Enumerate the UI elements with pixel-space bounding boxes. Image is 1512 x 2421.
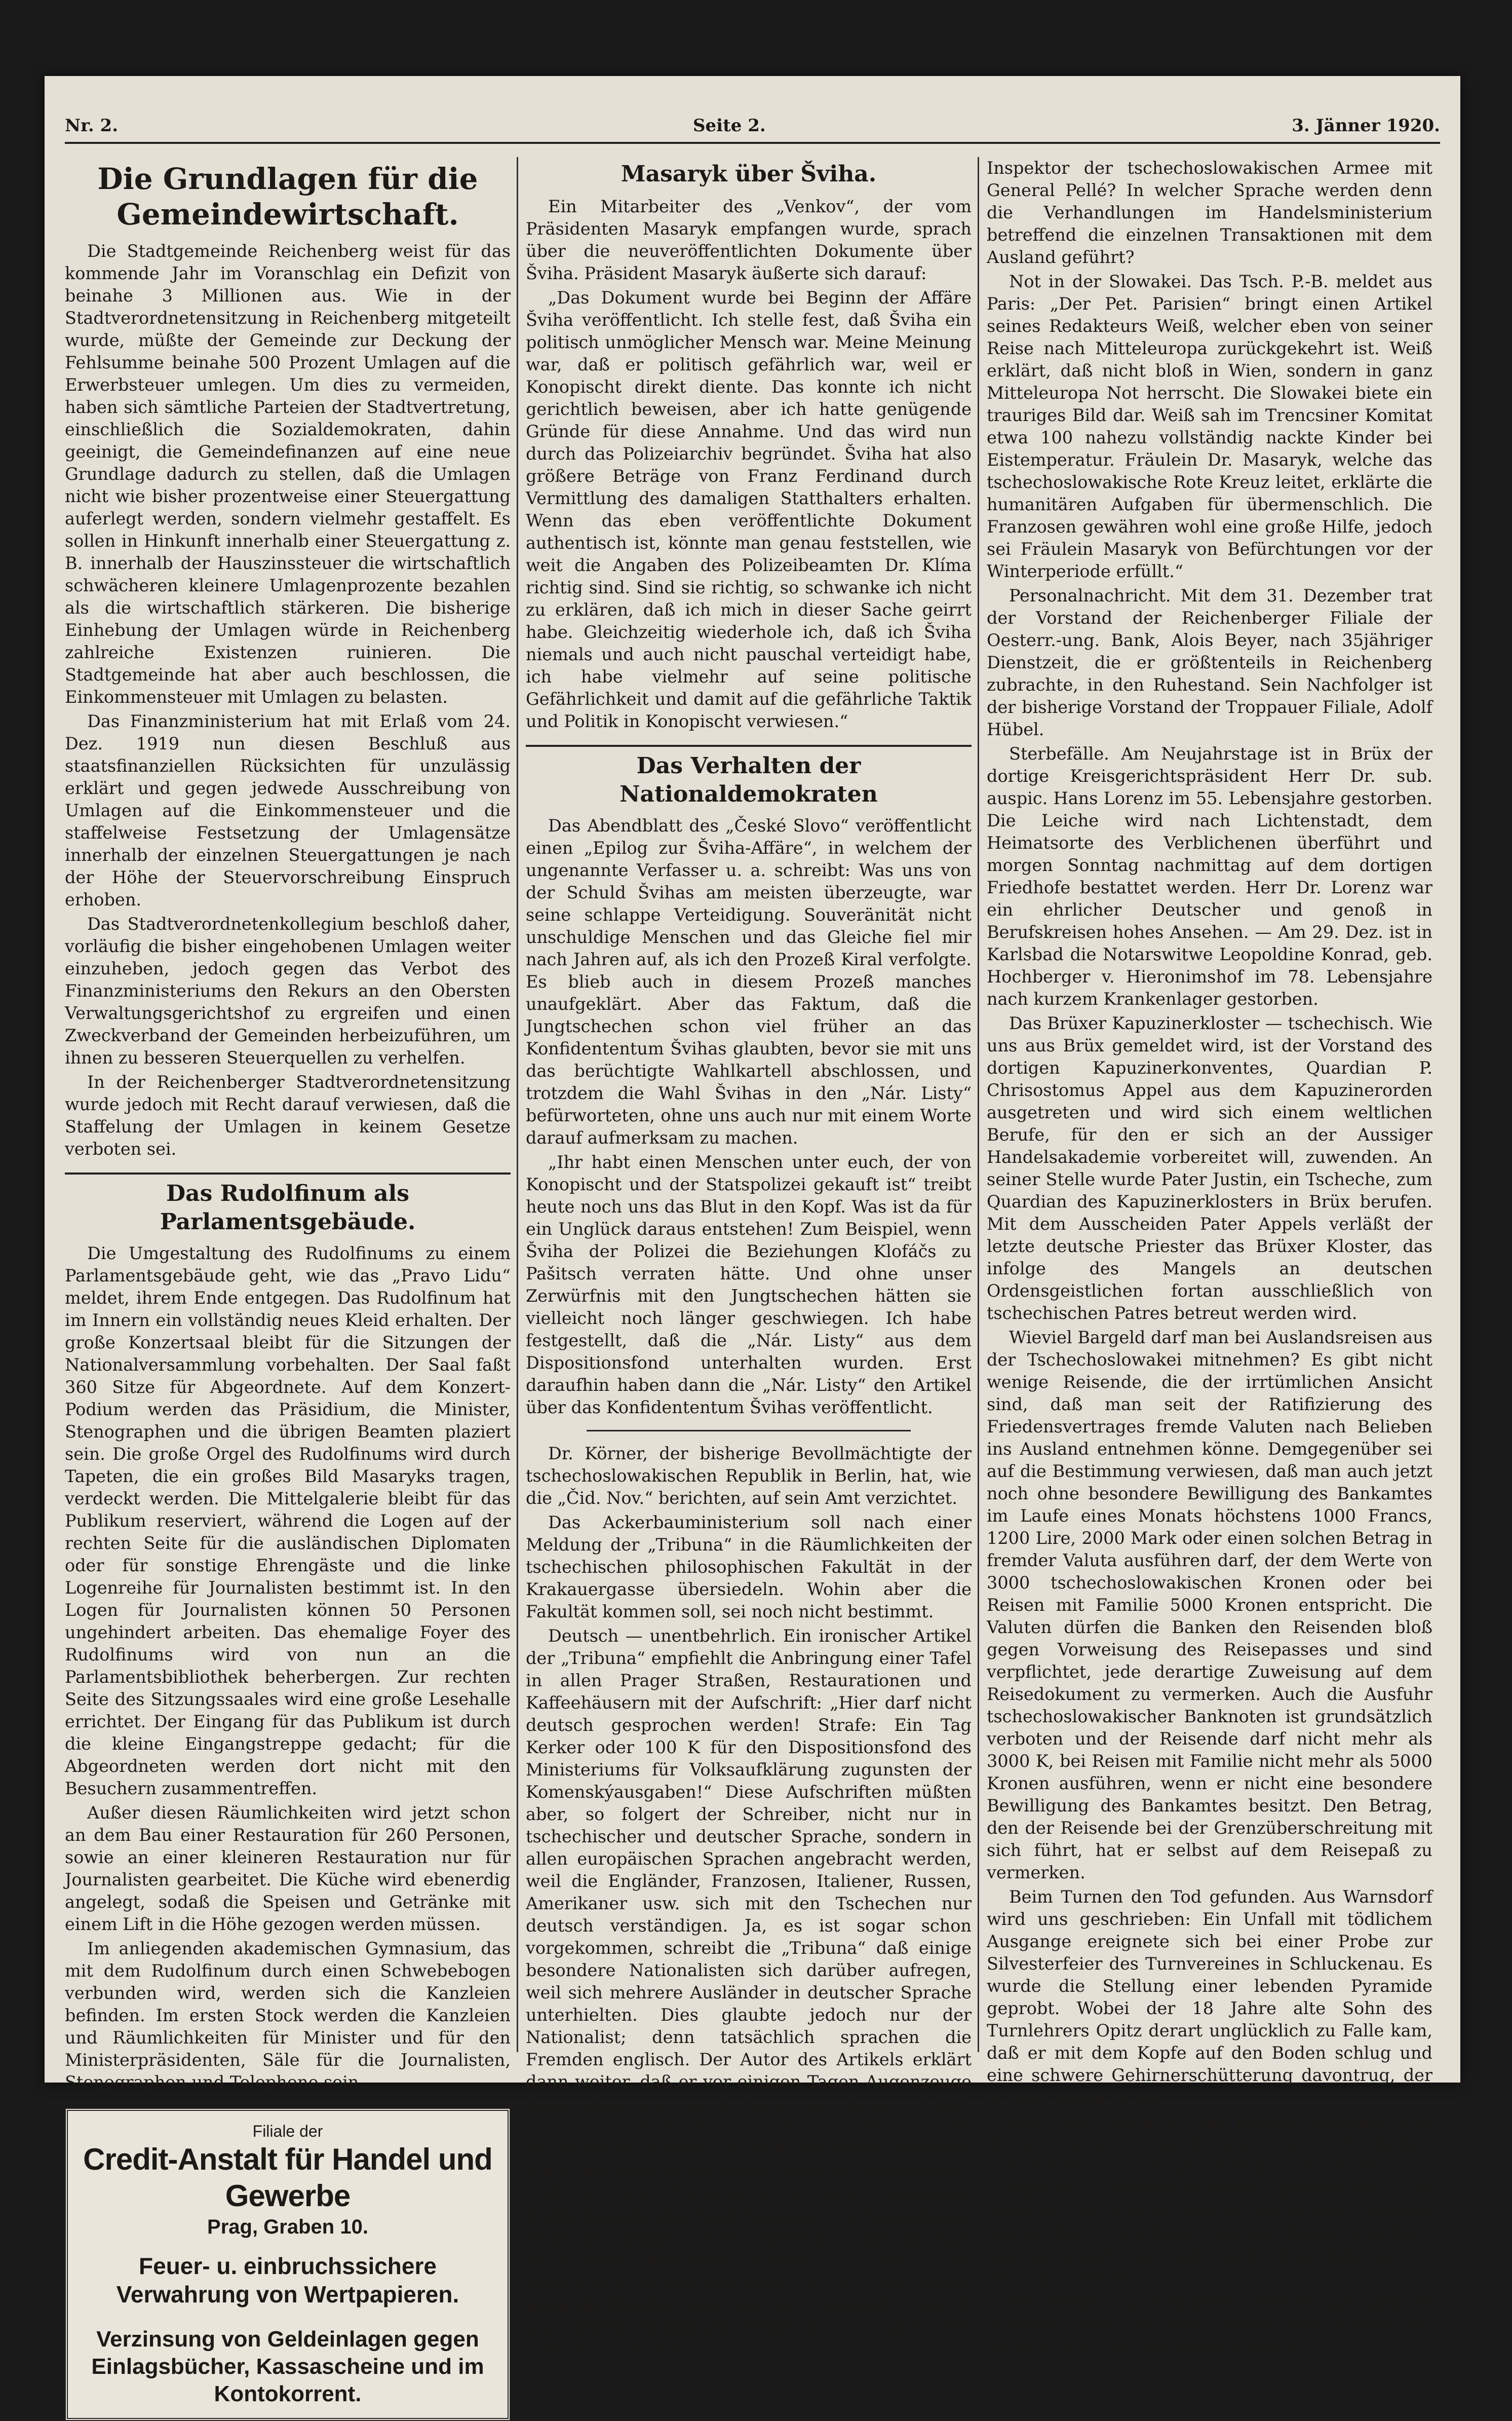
column-2 xyxy=(526,157,972,2359)
paragraph: Das Abendblatt des „České Slovo“ veröffentlicht einen „Epilog zur Šviha-Affäre“, in welchem der ungenannte Verfasser u. a. schreibt: Was uns von der Schuld Švihas am meisten überzeugte, war seine schlappe Verteidigung. Souveränität nicht unschuldige Menschen und das Gleiche fiel mir nach Jahren auf, als ich den Prozeß Kiral verfolgte. Es blieb auch in diesem Prozeß manches unaufgeklärt. Aber das Faktum, daß die Jungtschechen schon viel früher an das Konfidententum Švihas glaubten, bevor sie mit uns das berüchtigte Wahlkartell abschlossen, und trotzdem die Wahl Švihas in den „Nár. Listy“ befürworteten, ohne uns auch nur mit einem Worte darauf aufmerksam zu machen. xyxy=(526,816,972,1148)
paragraph: Das Ackerbauministerium soll nach einer Meldung der „Tribuna“ in die Räumlichkeiten der tschechischen philosophischen Fakultät in der Krakauergasse übersiedeln. Wohin aber die Fakultät kommen soll, sei noch nicht bestimmt. xyxy=(526,1512,972,1621)
ad-address: Prag, Graben 10. xyxy=(207,2216,368,2238)
page-header xyxy=(65,111,1440,144)
paragraph: Deutsch — unentbehrlich. Ein ironischer Artikel der „Tribuna“ empfiehlt die Anbringung einer Tafel in allen Prager Straßen, Restaurationen und Kaffeehäusern mit der Aufschrift: „Hier darf nicht deutsch gesprochen werden! Strafe: Ein Tag Kerker oder 100 K für den Dispositionsfond des Ministeriums für Volksaufklärung zugunsten der Komenskýausgaben!“ Diese Aufschriften müßten aber, so folgert der Schreiber, nicht nur in tschechischer und deutscher Sprache, sondern in allen europäischen Sprachen angebracht werden, weil die Engländer, Franzosen, Italiener, Russen, Amerikaner usw. sich mit den Tschechen nur deutsch verständigen. Ja, es ist sogar schon vorgekommen, schreibt die „Tribuna“ daß einige besondere Nationalisten sich darüber aufregen, weil sich mehrere Ausländer in deutscher Sprache unterhielten. Dies glaubte jedoch nur der Nationalist; denn tatsächlich sprachen die Fremden englisch. Der Autor des Artikels erklärt dann weiter, daß er vor einigen Tagen Augenzeuge einer Szene war, die er bisher nie glauben wollte. In einem Kaffeehause saßen mehrere rein tschechische Bürger, die sich mit einem Griechen über Geschäfte in deutscher Sprache unterhielten, weil sie weder französisch, englisch, italienisch, türkisch noch griechisch konnten. Am Nebentische regte sich sogleich eine Gesellschaft auf, die man auch nicht beruhigen konnte, als ihnen der tatsächliche Grund mitgeteilt wurde. Was glaubt denn die Bevölkerung, wie der Präsident Masaryk mit seinen deutschen Besuchern spricht? Wie unterhält sich der xyxy=(526,1626,972,2359)
paragraph: Die Umgestaltung des Rudolfinums zu einem Parlamentsgebäude geht, wie das „Pravo Lidu“ meldet, ihrem Ende entgegen. Das Rudolfinum hat im Innern ein vollständig neues Kleid erhalten. Der große Konzertsaal bleibt für die Sitzungen der Nationalversammlung vorbehalten. Der Saal faßt 360 Sitze für Abgeordnete. Auf dem Konzert-Podium werden das Präsidium, die Minister, Stenographen und die übrigen Beamten plaziert sein. Die große Orgel des Rudolfinums wird durch Tapeten, die ein großes Bild Masaryks tragen, verdeckt werden. Die Mittelgalerie bleibt für das Publikum reserviert, während die Logen auf der rechten Seite für die ausländischen Diplomaten oder für sonstige Ehrengäste und die linke Logenreihe für Journalisten bestimmt ist. In den Logen für Journalisten können 50 Personen ungehindert arbeiten. Das ehemalige Foyer des Rudolfinums wird von nun an die Parlamentsbibliothek beherbergen. Zur rechten Seite des Sitzungssaales wird eine große Lesehalle errichtet. Der Eingang für das Publikum ist durch die kleine Eingangstreppe gedacht; für die Abgeordneten werden dort nicht mit den Besuchern zusammentreffen. xyxy=(65,1243,511,1798)
column-rule xyxy=(978,157,979,2052)
section-separator xyxy=(587,1430,911,1431)
column-1 xyxy=(65,157,511,2406)
bank-advertisement xyxy=(65,2108,511,2421)
paragraph: Wieviel Bargeld darf man bei Auslandsreisen aus der Tschechoslowakei mitnehmen? Es gibt nicht wenige Reisende, die der irrtümlichen Ansicht sind, daß man seit der Ratifizierung des Friedensvertrages fremde Valuten nach Belieben ins Ausland entnehmen könne. Demgegenüber sei auf die Bestimmung verwiesen, daß man auch jetzt noch ohne besondere Bewilligung des Bankamtes im Laufe eines Monats höchstens 1000 Francs, 1200 Lire, 2000 Mark oder einen solchen Betrag in fremder Valuta ausführen darf, der dem Werte von 3000 tschechoslowakischen Kronen oder bei Reisen mit Familie 5000 Kronen entspricht. Die Valuten dürfen die Banken den Reisenden bloß gegen Vorweisung des Reisepasses und sind verpflichtet, jede derartige Zuweisung auf dem Reisedokument zu vermerken. Auch die Ausfuhr tschechoslowakischer Banknoten ist grundsätzlich verboten und der Reisende darf nicht mehr als 3000 K, bei Reisen mit Familie nicht mehr als 5000 Kronen ausführen, wenn er nicht eine besondere Bewilligung des Bankamtes besitzt. Den Betrag, den der Reisende bei der Grenzüberschreitung mit sich führt, hat er selbst auf dem Reisepaß zu vermerken. xyxy=(987,1328,1432,1882)
column-3 xyxy=(987,157,1432,2357)
paragraph: Das „Gott erhalte“ am Wiener Silvester. Aus Wien wird gemeldet: In zahlreichen öffentlichen Lokalen ist es bei der diesjährigen Silvesterfeier zu politischen Demonstrationen gekommen. Die Besucher verlangten, daß so wie in den früheren Jahren das „Gott erhalte“ von den Konzertmusikern gespielt werde, was denn auch unter dem Beifalle der Gäste geschah. xyxy=(987,2112,1432,2288)
issue-number: Nr. 2. xyxy=(65,116,119,136)
issue-date: 3. Jänner 1920. xyxy=(1292,116,1440,136)
ad-line-safekeeping: Feuer- u. einbruchssichere Verwahrung von Wertpapieren. xyxy=(116,2253,459,2307)
paragraph: Dr. Körner, der bisherige Bevollmächtigte der tschechoslowakischen Republik in Berlin, hat, wie die „Čid. Nov.“ berichten, auf sein Amt verzichtet. xyxy=(526,1444,972,1508)
paragraph: Das Finanzministerium hat mit Erlaß vom 24. Dez. 1919 nun diesen Beschluß aus staatsfinanziellen Rücksichten für unzulässig erklärt und gegen jedwede Ausschreibung von Umlagen auf die Einkommensteuer und die staffelweise Festsetzung der Umlagensätze innerhalb der einzelnen Steuergattungen je nach der Höhe der Steuervorschreibung Einspruch erhoben. xyxy=(65,711,511,910)
article-title-rudolfinum: Das Rudolfinum als Parlamentsgebäude. xyxy=(65,1172,511,1236)
paragraph: In der Reichenberger Stadtverordnetensitzung wurde jedoch mit Recht darauf verwiesen, daß die Staffelung der Umlagen in keinem Gesetze verboten sei. xyxy=(65,1072,511,1159)
paragraph: „Das Dokument wurde bei Beginn der Affäre Šviha veröffentlicht. Ich stelle fest, daß Šviha ein politisch unmöglicher Mensch war. Meine Meinung war, daß er politisch gefährlich war, weil er Konopischt direkt diente. Das konnte ich nicht gerichtlich beweisen, aber ich hatte genügende Gründe für diese Annahme. Und das wird nun durch das Polizeiarchiv begründet. Šviha hat also größere Beträge von Franz Ferdinand durch Vermittlung des damaligen Statthalters erhalten. Wenn das eben veröffentlichte Dokument authentisch ist, könnte man genau feststellen, wie weit die Angaben des Polizeibeamten Dr. Klíma richtig sind. Sind sie richtig, so schwanke ich nicht zu erklären, daß ich mich in dieser Sache geirrt habe. Gleichzeitig wiederhole ich, daß ich Šviha niemals und auch nicht pauschal verteidigt habe, ich habe vielmehr auf seine politische Gefährlichkeit und damit auf die gefährliche Taktik und Politik in Konopischt verwiesen.“ xyxy=(526,288,972,731)
ad-label: Filiale der xyxy=(252,2122,323,2140)
paragraph: Beim Turnen den Tod gefunden. Aus Warnsdorf wird uns geschrieben: Ein Unfall mit tödlichem Ausgange ereignete sich bei einer Probe zur Silvesterfeier des Turnvereines in Schluckenau. Es wurde die Stellung einer lebenden Pyramide geprobt. Wobei der 18 Jahre alte Sohn des Turnlehrers Opitz derart unglücklich zu Falle kam, daß er mit dem Kopfe auf den Boden schlug und eine schwere Gehirnerschütterung davontrug, der er bald darauf erlag. xyxy=(987,1887,1432,2107)
article-title-masaryk: Masaryk über Šviha. xyxy=(621,161,877,187)
paragraph: Außer diesen Räumlichkeiten wird jetzt schon an dem Bau einer Restauration für 260 Personen, sowie an einer kleineren Restauration nur für Journalisten gearbeitet. Die Küche wird ebenerdig angelegt, sodaß die Speisen und Getränke mit einem Lift in die Höhe gezogen werden müssen. xyxy=(65,1803,511,1934)
paragraph: Ein Mitarbeiter des „Venkov“, der vom Präsidenten Masaryk empfangen wurde, sprach über die neuveröffentlichten Dokumente über Šviha. Präsident Masaryk äußerte sich darauf: xyxy=(526,197,972,283)
ad-line-interest: Verzinsung von Geldeinlagen gegen Einlagsbücher, Kassascheine und im Kontokorrent. xyxy=(91,2327,484,2406)
article-title-gemeindewirtschaft: Die Grundlagen für die Gemeindewirtschaft. xyxy=(97,162,478,232)
paragraph: Inspektor der tschechoslowakischen Armee mit General Pellé? In welcher Sprache werden denn die Verhandlungen im Handelsministerium betreffend die einzelnen Transaktionen mit dem Ausland geführt? xyxy=(987,158,1432,267)
paragraph: Personalnachricht. Mit dem 31. Dezember trat der Vorstand der Reichenberger Filiale der Oesterr.-ung. Bank, Alois Beyer, nach 35jähriger Dienstzeit, die er größtenteils in Reichenberg zubrachte, in den Ruhestand. Sein Nachfolger ist der bisherige Vorstand der Troppauer Filiale, Adolf Hübel. xyxy=(987,586,1432,739)
paragraph: „Ihr habt einen Menschen unter euch, der von Konopischt und der Statspolizei gekauft ist“ treibt heute noch uns das Blut in den Kopf. Was ist da für ein Unglück daraus entstehen! Zum Beispiel, wenn Šviha der Polizei die Beziehungen Klofáčs zu Pašitsch verraten hätte. Und ohne unser Zerwürfnis mit den Jungtschechen hätten sie vielleicht noch länger geschwiegen. Ich habe festgestellt, daß die „Nár. Listy“ aus dem Dispositionsfond unterhalten wurden. Erst daraufhin haben dann die „Nár. Listy“ den Artikel über das Konfidententum Švihas veröffentlicht. xyxy=(526,1152,972,1417)
paragraph: Das Brüxer Kapuzinerkloster — tschechisch. Wie uns aus Brüx gemeldet wird, ist der Vorstand des dortigen Kapuzinerkonventes, Quardian P. Chrisostomus Appel aus dem Kapuzinerorden ausgetreten und wird sich einem weltlichen Berufe, für den er sich an der Aussiger Handelsakademie vorbereitet will, zuwenden. An seiner Stelle wurde Pater Justin, ein Tscheche, zum Quardian des Kapuzinerklosters in Brüx berufen. Mit dem Ausscheiden Pater Appels verläßt der letzte deutsche Priester das Brüxer Kloster, das infolge des Mangels an deutschen Ordensgeistlichen fortan ausschließlich von tschechischen Patres betreut werden wird. xyxy=(987,1013,1432,1323)
column-rule xyxy=(517,157,518,2052)
paragraph: Die Steuern in Frankreich werden um rund 50 Prozent erhöht, und zwar betrifft die Erhöhung die direkten und die indirekten Steuern. xyxy=(987,2292,1432,2357)
newspaper-page xyxy=(45,76,1460,2406)
paragraph: Not in der Slowakei. Das Tsch. P.-B. meldet aus Paris: „Der Pet. Parisien“ bringt einen Artikel seines Redakteurs Weiß, welcher eben von seiner Reise nach Mitteleuropa zurückgekehrt ist. Weiß erklärt, daß nicht bloß in Wien, sondern in ganz Mitteleuropa Not herrscht. Die Slowakei biete ein trauriges Bild dar. Weiß sah im Trencsiner Komitat etwa 100 nahezu vollständig nackte Kinder bei Eistemperatur. Fräulein Dr. Masaryk, welche das tschechoslowakische Rote Kreuz leitet, erklärte die humanitären Aufgaben für übermenschlich. Die Franzosen gewähren wohl eine große Hilfe, jedoch sei Fräulein Masaryk von Befürchtungen vor der Winterperiode erfüllt.“ xyxy=(987,272,1432,581)
paragraph: Im anliegenden akademischen Gymnasium, das mit dem Rudolfinum durch einen Schwebebogen verbunden wird, werden sich die Kanzleien befinden. Im ersten Stock werden die Kanzleien und Räumlichkeiten für Minister und für den Ministerpräsidenten, Säle für die Journalisten, Stenographen und Telephone sein. xyxy=(65,1939,511,2092)
paragraph: Das Stadtverordnetenkollegium beschloß daher, vorläufig die bisher eingehobenen Umlagen weiter einzuheben, jedoch gegen das Verbot des Finanzministeriums den Rekurs an den Obersten Verwaltungsgerichtshof zu ergreifen und einen Zweckverband der Gemeinden herbeizuführen, um ihnen zu besseren Steuerquellen zu verhelfen. xyxy=(65,914,511,1068)
page-number: Seite 2. xyxy=(693,116,766,136)
paragraph: Die Stadtgemeinde Reichenberg weist für das kommende Jahr im Voranschlag ein Defizit von beinahe 3 Millionen aus. Wie in der Stadtverordnetensitzung in Reichenberg mitgeteilt wurde, müßte der Gemeinde zur Deckung der Fehlsumme beinahe 500 Prozent Umlagen auf die Erwerbsteuer umlegen. Um dies zu vermeiden, haben sich sämtliche Parteien der Stadtvertretung, einschließlich die Sozialdemokraten, dahin geeinigt, die Gemeindefinanzen auf eine neue Grundlage dadurch zu stellen, daß die Umlagen nicht wie bisher prozentweise einer Steuergattung auferlegt werden, sondern vielmehr gestaffelt. Es sollen in Hinkunft innerhalb einer Steuergattung z. B. innerhalb der Hauszinssteuer die wirtschaftlich schwächeren kleinere Umlagenprozente bezahlen als die wirtschaftlich stärkeren. Die bisherige Einhebung der Umlagen würde in Reichenberg zahlreiche Existenzen ruinieren. Die Stadtgemeinde hat aber auch beschlossen, die Einkommensteuer mit Umlagen zu belasten. xyxy=(65,241,511,707)
article-title-nationaldemokraten: Das Verhalten der Nationaldemokraten xyxy=(526,745,972,809)
ad-bank-name: Credit-Anstalt für Handel und Gewerbe xyxy=(83,2142,492,2213)
paragraph: Sterbefälle. Am Neujahrstage ist in Brüx der dortige Kreisgerichtspräsident Herr Dr. sub. auspic. Hans Lorenz im 55. Lebensjahre gestorben. Die Leiche wird nach Lichtenstadt, dem Heimatsorte des Verblichenen überführt und morgen Sonntag nachmittag auf dem dortigen Friedhofe bestattet werden. Herr Dr. Lorenz war ein ehrlicher Deutscher und genoß in Berufskreisen hohes Ansehen. — Am 29. Dez. ist in Karlsbad die Notarswitwe Leopoldine Konrad, geb. Hochberger v. Hieronimshof im 78. Lebensjahre nach kurzem Krankenlager gestorben. xyxy=(987,744,1432,1009)
